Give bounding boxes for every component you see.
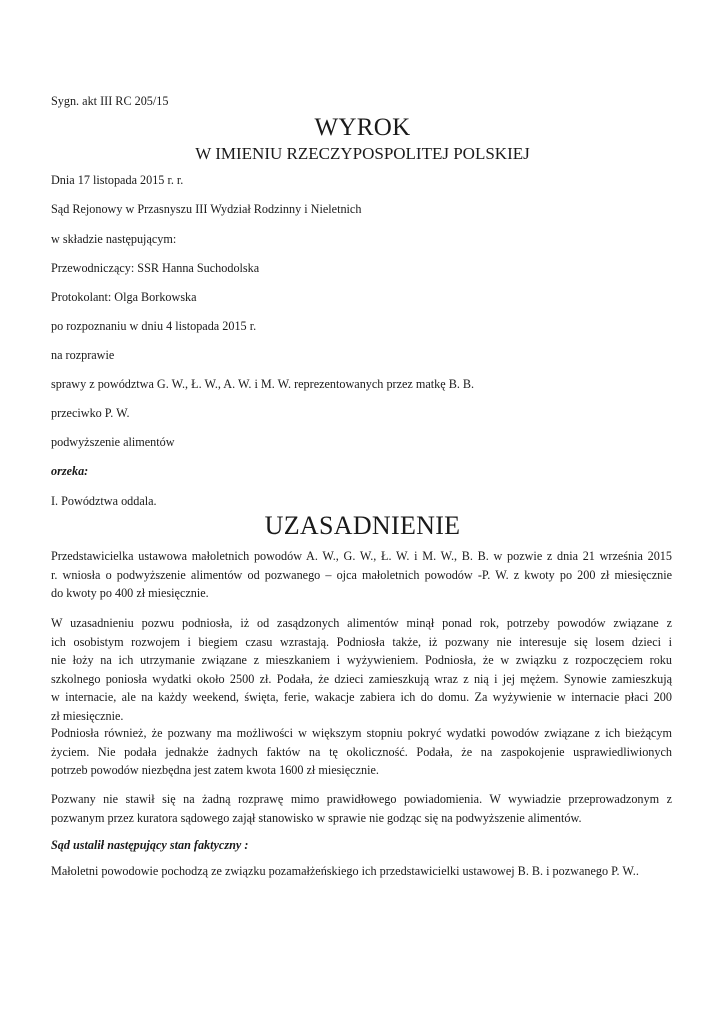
facts-heading: Sąd ustalił następujący stan faktyczny : (51, 838, 249, 852)
paragraph-5: Małoletni powodowie pochodzą ze związku pozamałżeńskiego ich przedstawicielki ustawowej B. B. i pozwanego P. W.. (51, 864, 639, 878)
judgment-title: WYROK (314, 114, 411, 141)
case-signature: Sygn. akt III RC 205/15 (51, 94, 169, 108)
paragraph-line: życiem. Nie podała jednakże żadnych faktów na tę okoliczność. Podała, że na zaspokojenie usprawiedliwionych (51, 744, 672, 759)
ruling-point-1: I. Powództwa oddala. (51, 494, 157, 508)
court-clerk: Protokolant: Olga Borkowska (51, 290, 197, 304)
paragraph-3 (51, 724, 672, 780)
paragraph-line: r. wniosła o podwyższenie alimentów od pozwanego – ojca małoletnich powodów -P. W. z kwoty po 200 zł miesięcznie (51, 567, 672, 582)
paragraph-line: Podniosła również, że pozwany ma możliwości w większym stopniu pokryć wydatki powodów związane z ich bieżącym (51, 726, 672, 740)
rules-label: orzeka: (51, 464, 89, 478)
paragraph-line: nie łoży na ich utrzymanie związane z mieszkaniem i wyżywieniem. Podniosła, że w związku z rozpoczęciem roku (51, 653, 672, 668)
hearing-type: na rozprawie (51, 348, 115, 362)
paragraph-line: W uzasadnieniu pozwu podniosła, iż od zasądzonych alimentów minął ponad rok, potrzeby powodów związane z (51, 616, 672, 630)
paragraph-1 (51, 547, 672, 603)
paragraph-line: w internacie, ale na każdy weekend, święta, ferie, wakacje zabiera ich do domu. Za wyżywienie w internacie płaci 200 (51, 690, 672, 705)
paragraph-4 (51, 790, 672, 827)
composition-intro: w składzie następującym: (51, 232, 177, 246)
paragraph-line: szkolnego poniosła wydatki około 2500 zł. Podała, że dzieci zamieszkują wraz z nią i jej mężem. Synowie zamieszkują (51, 671, 672, 686)
paragraph-line: ich osobistym rozwojem i biegiem czasu wzrastają. Podniosła także, iż pozwany nie interesuje się losem dzieci i (51, 634, 672, 649)
defendant: przeciwko P. W. (51, 406, 130, 420)
case-subject: podwyższenie alimentów (51, 435, 175, 449)
paragraph-line: pozwanym przez kuratora sądowego zajął stanowisko w sprawie nie godząc się na podwyższenie alimentów. (51, 810, 582, 825)
court-name: Sąd Rejonowy w Przasnyszu III Wydział Rodzinny i Nieletnich (51, 202, 362, 216)
paragraph-line: zł miesięcznie. (51, 708, 124, 723)
paragraph-2 (51, 614, 672, 726)
judgment-subtitle: W IMIENIU RZECZYPOSPOLITEJ POLSKIEJ (195, 144, 530, 163)
judgment-date: Dnia 17 listopada 2015 r. r. (51, 173, 184, 187)
presiding-judge: Przewodniczący: SSR Hanna Suchodolska (51, 261, 260, 275)
paragraph-line: potrzeb powodów niezbędna jest zatem kwota 1600 zł miesięcznie. (51, 763, 379, 778)
case-parties: sprawy z powództwa G. W., Ł. W., A. W. i M. W. reprezentowanych przez matkę B. B. (51, 377, 475, 391)
paragraph-line: Pozwany nie stawił się na żadną rozprawę mimo prawidłowego powiadomienia. W wywiadzie przeprowadzonym z (51, 792, 672, 806)
paragraph-line: Przedstawicielka ustawowa małoletnich powodów A. W., G. W., Ł. W. i M. W., B. B. w pozwie z dnia 21 września 2015 (51, 549, 672, 563)
paragraph-line: do kwoty po 400 zł miesięcznie. (51, 586, 209, 601)
justification-title: UZASADNIENIE (264, 511, 461, 540)
hearing-date: po rozpoznaniu w dniu 4 listopada 2015 r. (51, 319, 257, 333)
